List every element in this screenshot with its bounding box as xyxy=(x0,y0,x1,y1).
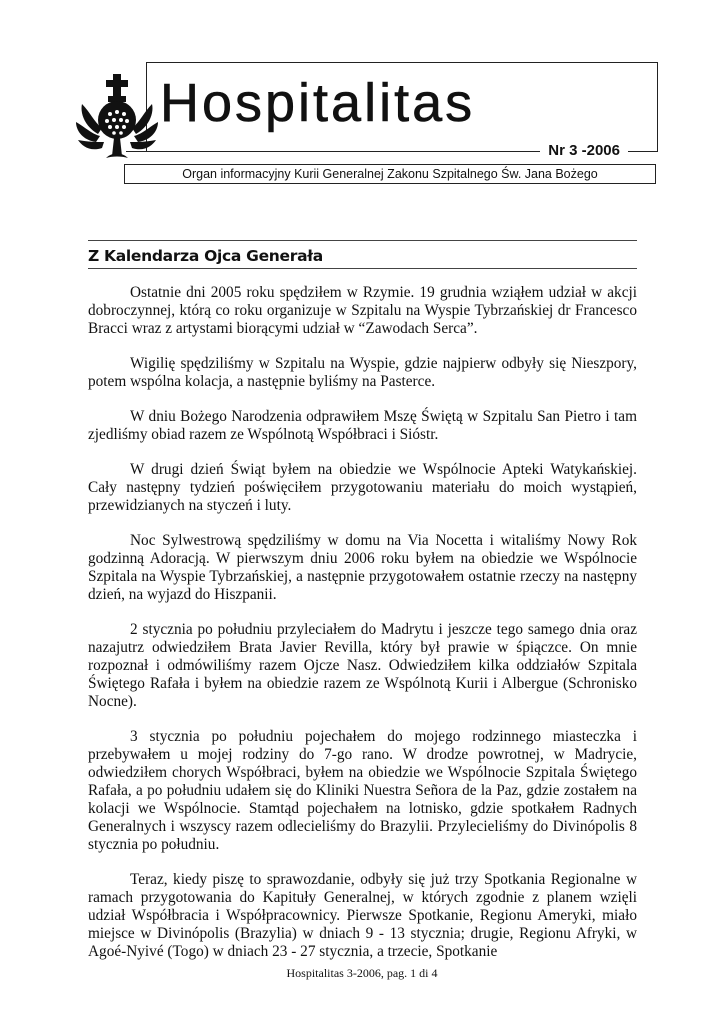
issue-number: Nr 3 -2006 xyxy=(540,142,628,160)
pomegranate-cross-emblem-icon xyxy=(76,72,160,172)
paragraph: W dniu Bożego Narodzenia odprawiłem Mszę Świętą w Szpitalu San Pietro i tam zjedliśmy obiad razem ze Wspólnotą Współbraci i Sióstr. xyxy=(88,408,637,443)
page-footer: Hospitalitas 3-2006, pag. 1 di 4 xyxy=(286,966,438,980)
publication-subtitle: Organ informacyjny Kurii Generalnej Zakonu Szpitalnego Św. Jana Bożego xyxy=(124,164,656,184)
paragraph: 3 stycznia po południu pojechałem do mojego rodzinnego miasteczka i przebywałem u mojej rodziny do 7-go rano. W drodze powrotnej, w Madrycie, odwiedziłem chorych Współbraci, byłem na obiedzie we Wspólnocie Szpitala Świętego Rafała, a po południu udałem się do Kliniki Nuestra Señora de la Paz, gdzie zostałem na kolacji we Wspólnocie. Stamtąd pojechałem na lotnisko, gdzie spotkałem Radnych Generalnych i wszyscy razem odlecieliśmy do Brazylii. Przylecieliśmy do Divinópolis 8 stycznia po południu. xyxy=(88,728,637,853)
paragraph: Noc Sylwestrową spędziliśmy w domu na Via Nocetta i witaliśmy Nowy Rok godzinną Adoracją. W pierwszym dniu 2006 roku byłem na obiedzie we Wspólnocie Szpitala na Wyspie Tybrzańskiej, a następnie przygotowałem ostatnie rzeczy na następny dzień, na wyjazd do Hiszpanii. xyxy=(88,532,637,603)
article-body xyxy=(88,284,637,978)
paragraph: 2 stycznia po południu przyleciałem do Madrytu i jeszcze tego samego dnia oraz nazajutrz odwiedziłem Brata Javier Revilla, który był prawie w śpiączce. On mnie rozpoznał i odmówiliśmy razem Ojcze Nasz. Odwiedziłem kilka oddziałów Szpitala Świętego Rafała i byłem na obiedzie razem ze Wspólnotą Kurii i Albergue (Schronisko Nocne). xyxy=(88,621,637,710)
paragraph: Wigilię spędziliśmy w Szpitalu na Wyspie, gdzie najpierw odbyły się Nieszpory, potem wspólna kolacja, a następnie byliśmy na Pasterce. xyxy=(88,355,637,390)
paragraph: W drugi dzień Świąt byłem na obiedzie we Wspólnocie Apteki Watykańskiej. Cały następny tydzień poświęciłem przygotowaniu materiału do moich wystąpień, przewidzianych na styczeń i luty. xyxy=(88,461,637,514)
section-heading: Z Kalendarza Ojca Generała xyxy=(88,247,323,265)
heading-rule-top xyxy=(88,240,637,241)
paragraph: Ostatnie dni 2005 roku spędziłem w Rzymie. 19 grudnia wziąłem udział w akcji dobroczynnej, którą co roku organizuje w Szpitalu na Wyspie Tybrzańskiej dr Francesco Bracci wraz z artystami biorącymi udział w “Zawodach Serca”. xyxy=(88,284,637,337)
publication-title: Hospitalitas xyxy=(160,73,476,133)
paragraph: Teraz, kiedy piszę to sprawozdanie, odbyły się już trzy Spotkania Regionalne w ramach przygotowania do Kapituły Generalnej, w których zgodnie z planem wzięli udział Współbracia i Współpracownicy. Pierwsze Spotkanie, Regionu Ameryki, miało miejsce w Divinópolis (Brazylia) w dniach 9 - 13 stycznia; drugie, Regionu Afryki, w Agoé-Nyivé (Togo) w dniach 23 - 27 stycznia, a trzecie, Spotkanie xyxy=(88,871,637,960)
heading-rule-bottom xyxy=(88,268,637,269)
